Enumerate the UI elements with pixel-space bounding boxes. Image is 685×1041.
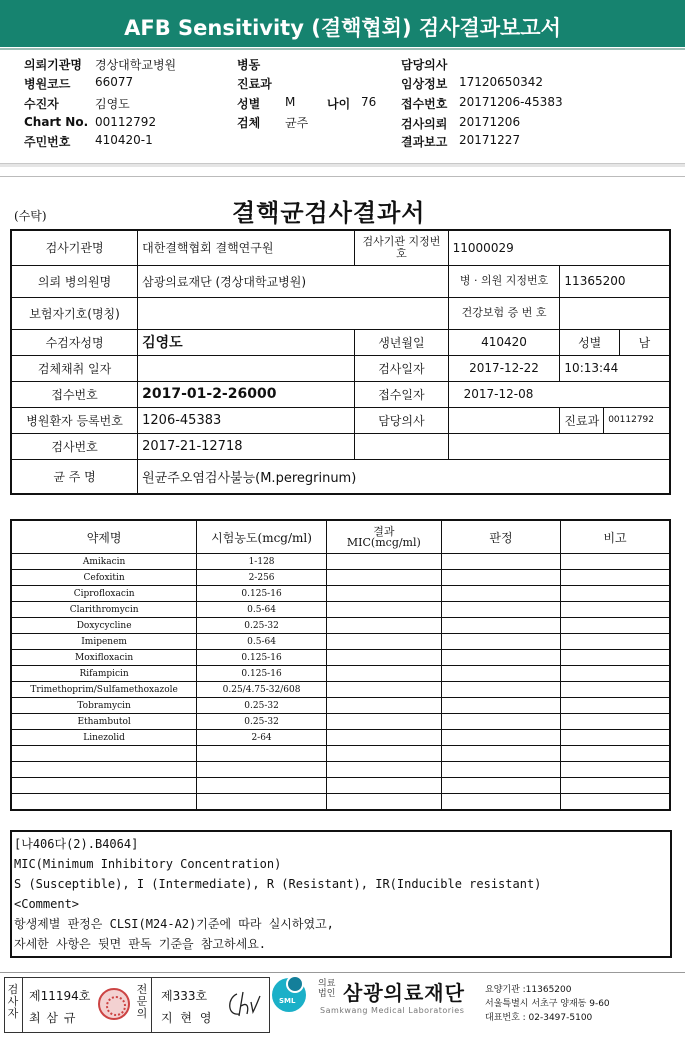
health-no-value: [560, 297, 670, 329]
table-row: [11, 650, 670, 666]
field-label: 병동: [237, 58, 261, 72]
concentration-cell: 0.125-16: [197, 666, 327, 682]
header-field-specimen: [237, 114, 309, 131]
table-row: [11, 634, 670, 650]
drug-name-cell: [11, 762, 197, 778]
table-row: [11, 618, 670, 634]
remarks-cell: [561, 602, 670, 618]
concentration-cell: 1-128: [197, 554, 327, 570]
org-phone: 대표번호 : 02-3497-5100: [485, 1013, 593, 1023]
comment-line: 자세한 사항은 뒷면 판독 기준을 참고하세요.: [14, 937, 267, 951]
field-label: 담당의사: [401, 58, 448, 72]
concentration-cell: 0.125-16: [197, 586, 327, 602]
footer-divider: [0, 972, 685, 973]
judgement-cell: [441, 794, 560, 811]
remarks-cell: [561, 762, 670, 778]
column-header-judgement: 판정: [441, 520, 560, 554]
test-date-value: 2017-12-22: [448, 355, 560, 381]
header-field-doctor: [401, 56, 447, 73]
org-code: 요양기관 :11365200: [485, 985, 572, 995]
header-divider: [0, 163, 685, 167]
banner-divider: [0, 48, 685, 50]
table-row: [11, 762, 670, 778]
strain-value: 원균주오염검사불능(M.peregrinum): [138, 459, 670, 494]
mic-result-cell: [326, 714, 441, 730]
concentration-cell: 0.25-32: [197, 698, 327, 714]
judgement-cell: [441, 730, 560, 746]
sex-value: 남: [619, 329, 670, 355]
field-value: 균주: [285, 116, 309, 130]
mic-result-cell: [326, 618, 441, 634]
receipt-date-value: 2017-12-08: [448, 381, 670, 407]
receipt-date-label: 접수일자: [355, 381, 448, 407]
drug-name-cell: Cefoxitin: [11, 570, 197, 586]
concentration-cell: 2-64: [197, 730, 327, 746]
header-field-chart-no: [24, 115, 157, 129]
mic-result-cell: [326, 730, 441, 746]
remarks-cell: [561, 730, 670, 746]
judgement-cell: [441, 698, 560, 714]
remarks-cell: [561, 666, 670, 682]
test-date-label: 검사일자: [355, 355, 448, 381]
patient-name-label: 수검자성명: [11, 329, 138, 355]
mic-result-cell: [326, 570, 441, 586]
judgement-cell: [441, 666, 560, 682]
field-label: 결과보고: [401, 135, 448, 149]
table-row: [11, 714, 670, 730]
header-field-clinical-info: [401, 75, 543, 92]
header-field-age: [327, 95, 377, 112]
birth-value: 410420: [448, 329, 560, 355]
judgement-cell: [441, 634, 560, 650]
drug-name-cell: [11, 746, 197, 762]
specialist-name: 지 현 영: [161, 1011, 214, 1025]
field-value: 경상대학교병원: [95, 58, 177, 72]
remarks-cell: [561, 698, 670, 714]
concentration-cell: 0.125-16: [197, 650, 327, 666]
field-value: 66077: [95, 75, 134, 89]
column-header-concentration: 시험농도(mcg/ml): [197, 520, 327, 554]
drug-name-cell: [11, 794, 197, 811]
drug-name-cell: Ethambutol: [11, 714, 197, 730]
field-label: Chart No.: [24, 115, 89, 129]
clinic-label: 의뢰 병의원명: [11, 265, 138, 297]
drug-name-cell: Imipenem: [11, 634, 197, 650]
table-row: [11, 778, 670, 794]
table-row: [11, 666, 670, 682]
remarks-cell: [561, 746, 670, 762]
doctor-label: 담당의사: [355, 407, 448, 433]
mic-result-cell: [326, 602, 441, 618]
field-label: 수진자: [24, 97, 59, 111]
concentration-cell: [197, 746, 327, 762]
header-field-ward: [237, 56, 260, 73]
concentration-cell: 0.5-64: [197, 634, 327, 650]
divider: [22, 978, 23, 1032]
empty-cell: [448, 433, 670, 459]
org-name: 삼광의료재단: [343, 981, 465, 1005]
header-field-patient: [24, 95, 130, 112]
comment-line: MIC(Minimum Inhibitory Concentration): [14, 857, 282, 871]
lab-name-value: 대한결핵협회 결핵연구원: [138, 230, 355, 265]
mic-result-cell: [326, 634, 441, 650]
mic-result-cell: [326, 666, 441, 682]
clinic-code-label: 병 · 의원 지정번호: [448, 265, 560, 297]
signature-icon: [223, 988, 261, 1020]
report-title-banner: [0, 0, 685, 47]
org-english: Samkwang Medical Laboratories: [320, 1006, 465, 1015]
remarks-cell: [561, 634, 670, 650]
field-value: 20171206: [459, 115, 521, 129]
clinic-code-value: 11365200: [560, 265, 670, 297]
mic-result-cell: [326, 762, 441, 778]
registration-value: 1206-45383: [138, 407, 355, 433]
table-row: [11, 554, 670, 570]
remarks-cell: [561, 714, 670, 730]
remarks-cell: [561, 682, 670, 698]
received-tag: (수탁): [14, 209, 47, 223]
field-label: 나이: [327, 97, 351, 111]
drug-name-cell: [11, 778, 197, 794]
judgement-cell: [441, 554, 560, 570]
collect-date-label: 검체채취 일자: [11, 355, 138, 381]
field-label: 검사의뢰: [401, 117, 448, 131]
insurer-value: [138, 297, 449, 329]
mic-result-cell: [326, 554, 441, 570]
logo-text: SML: [279, 997, 296, 1005]
header-field-clinic: [24, 56, 177, 73]
field-value: 17120650342: [459, 75, 543, 89]
field-value: 76: [361, 95, 377, 109]
tester-label: 검사자: [7, 983, 19, 1020]
field-label: 의뢰기관명: [24, 58, 82, 72]
remarks-cell: [561, 586, 670, 602]
drug-name-cell: Doxycycline: [11, 618, 197, 634]
concentration-cell: [197, 762, 327, 778]
specialist-label: 전문의: [136, 983, 148, 1020]
table-row: [11, 698, 670, 714]
drug-name-cell: Moxifloxacin: [11, 650, 197, 666]
receipt-no-label: 접수번호: [11, 381, 138, 407]
column-header-mic: 결과 MIC(mcg/ml): [326, 520, 441, 554]
header-field-sex: [237, 95, 296, 112]
sex-label: 성별: [560, 329, 620, 355]
lab-code-label: 검사기관 지정번호: [355, 230, 448, 265]
remarks-cell: [561, 618, 670, 634]
column-header-remarks: 비고: [561, 520, 670, 554]
field-label: 검체: [237, 116, 261, 130]
remarks-cell: [561, 794, 670, 811]
table-row: [11, 730, 670, 746]
drug-name-cell: Trimethoprim/Sulfamethoxazole: [11, 682, 197, 698]
concentration-cell: 0.5-64: [197, 602, 327, 618]
table-row: [11, 602, 670, 618]
registration-label: 병원환자 등록번호: [11, 407, 138, 433]
doctor-value: [448, 407, 560, 433]
drug-name-cell: Clarithromycin: [11, 602, 197, 618]
judgement-cell: [441, 746, 560, 762]
mic-result-cell: [326, 650, 441, 666]
field-label: 주민번호: [24, 135, 71, 149]
mic-result-cell: [326, 778, 441, 794]
header-field-hospital-code: [24, 75, 134, 92]
concentration-cell: [197, 794, 327, 811]
concentration-cell: 0.25-32: [197, 618, 327, 634]
test-time-value: 10:13:44: [560, 355, 670, 381]
field-label: 접수번호: [401, 97, 448, 111]
table-row: [11, 570, 670, 586]
header-field-department: [237, 75, 272, 92]
insurer-label: 보험자기호(명칭): [11, 297, 138, 329]
drug-name-cell: Rifampicin: [11, 666, 197, 682]
comment-line: [나406다(2).B4064]: [14, 837, 139, 851]
concentration-cell: 0.25-32: [197, 714, 327, 730]
section-divider: [0, 176, 685, 177]
lab-code-value: 11000029: [448, 230, 670, 265]
specialist-license: 제333호: [161, 989, 208, 1003]
mic-result-cell: [326, 794, 441, 811]
mic-result-cell: [326, 746, 441, 762]
column-header-drug: 약제명: [11, 520, 197, 554]
concentration-cell: 2-256: [197, 570, 327, 586]
drug-name-cell: Tobramycin: [11, 698, 197, 714]
table-row: [11, 794, 670, 811]
judgement-cell: [441, 762, 560, 778]
comment-line: <Comment>: [14, 897, 80, 911]
mic-result-cell: [326, 586, 441, 602]
drug-name-cell: Linezolid: [11, 730, 197, 746]
field-value: 410420-1: [95, 133, 153, 147]
field-label: 진료과: [237, 77, 272, 91]
clinic-value: 삼광의료재단 (경상대학교병원): [138, 265, 449, 297]
health-no-label: 건강보험 증 번 호: [448, 297, 560, 329]
org-prefix: 의료 법인: [318, 979, 336, 999]
judgement-cell: [441, 778, 560, 794]
seal-stamp-icon: [98, 988, 130, 1020]
field-value: 김영도: [95, 97, 130, 111]
patient-info-table: [10, 229, 671, 495]
birth-label: 생년월일: [355, 329, 448, 355]
collect-date-value: [138, 355, 355, 381]
test-no-label: 검사번호: [11, 433, 138, 459]
tester-name: 최 삼 규: [29, 1011, 77, 1025]
empty-cell: [355, 433, 448, 459]
judgement-cell: [441, 650, 560, 666]
drug-name-cell: Amikacin: [11, 554, 197, 570]
dept-label: 진료과: [560, 407, 604, 433]
report-title: AFB Sensitivity (결핵협회) 검사결과보고서: [124, 16, 561, 40]
drug-name-cell: Ciprofloxacin: [11, 586, 197, 602]
comment-line: S (Susceptible), I (Intermediate), R (Resistant), IR(Inducible resistant): [14, 877, 542, 891]
field-label: 임상정보: [401, 77, 448, 91]
test-no-value: 2017-21-12718: [138, 433, 355, 459]
drug-sensitivity-table: [10, 519, 671, 811]
judgement-cell: [441, 586, 560, 602]
remarks-cell: [561, 778, 670, 794]
comment-line: 항생제별 판정은 CLSI(M24-A2)기준에 따라 실시하였고,: [14, 917, 334, 931]
patient-name-value: 김영도: [138, 329, 355, 355]
tester-license: 제11194호: [29, 989, 91, 1003]
field-value: 00112792: [95, 115, 157, 129]
header-field-report-date: [401, 133, 521, 150]
remarks-cell: [561, 650, 670, 666]
header-field-id-number: [24, 133, 153, 150]
mic-result-cell: [326, 682, 441, 698]
field-value: 20171206-45383: [459, 95, 563, 109]
lab-name-label: 검사기관명: [11, 230, 138, 265]
remarks-cell: [561, 554, 670, 570]
table-row: [11, 586, 670, 602]
judgement-cell: [441, 618, 560, 634]
logo-drop-icon: [286, 975, 304, 993]
divider: [151, 978, 152, 1032]
judgement-cell: [441, 602, 560, 618]
dept-value: 00112792: [604, 407, 670, 433]
remarks-cell: [561, 570, 670, 586]
comment-box: [10, 830, 672, 958]
mic-result-cell: [326, 698, 441, 714]
judgement-cell: [441, 682, 560, 698]
header-field-request-date: [401, 115, 521, 132]
strain-label: 균 주 명: [11, 459, 138, 494]
receipt-no-value: 2017-01-2-26000: [138, 381, 355, 407]
document-title: 결핵균검사결과서: [232, 198, 426, 227]
header-field-receipt-no: [401, 95, 563, 112]
field-label: 성별: [237, 97, 261, 111]
table-row: [11, 746, 670, 762]
judgement-cell: [441, 570, 560, 586]
field-value: M: [285, 95, 296, 109]
table-row: [11, 682, 670, 698]
field-value: 20171227: [459, 133, 521, 147]
judgement-cell: [441, 714, 560, 730]
concentration-cell: 0.25/4.75-32/608: [197, 682, 327, 698]
field-label: 병원코드: [24, 77, 71, 91]
org-address: 서울특별시 서초구 양재동 9-60: [485, 999, 610, 1009]
concentration-cell: [197, 778, 327, 794]
signature-box: [4, 977, 270, 1033]
